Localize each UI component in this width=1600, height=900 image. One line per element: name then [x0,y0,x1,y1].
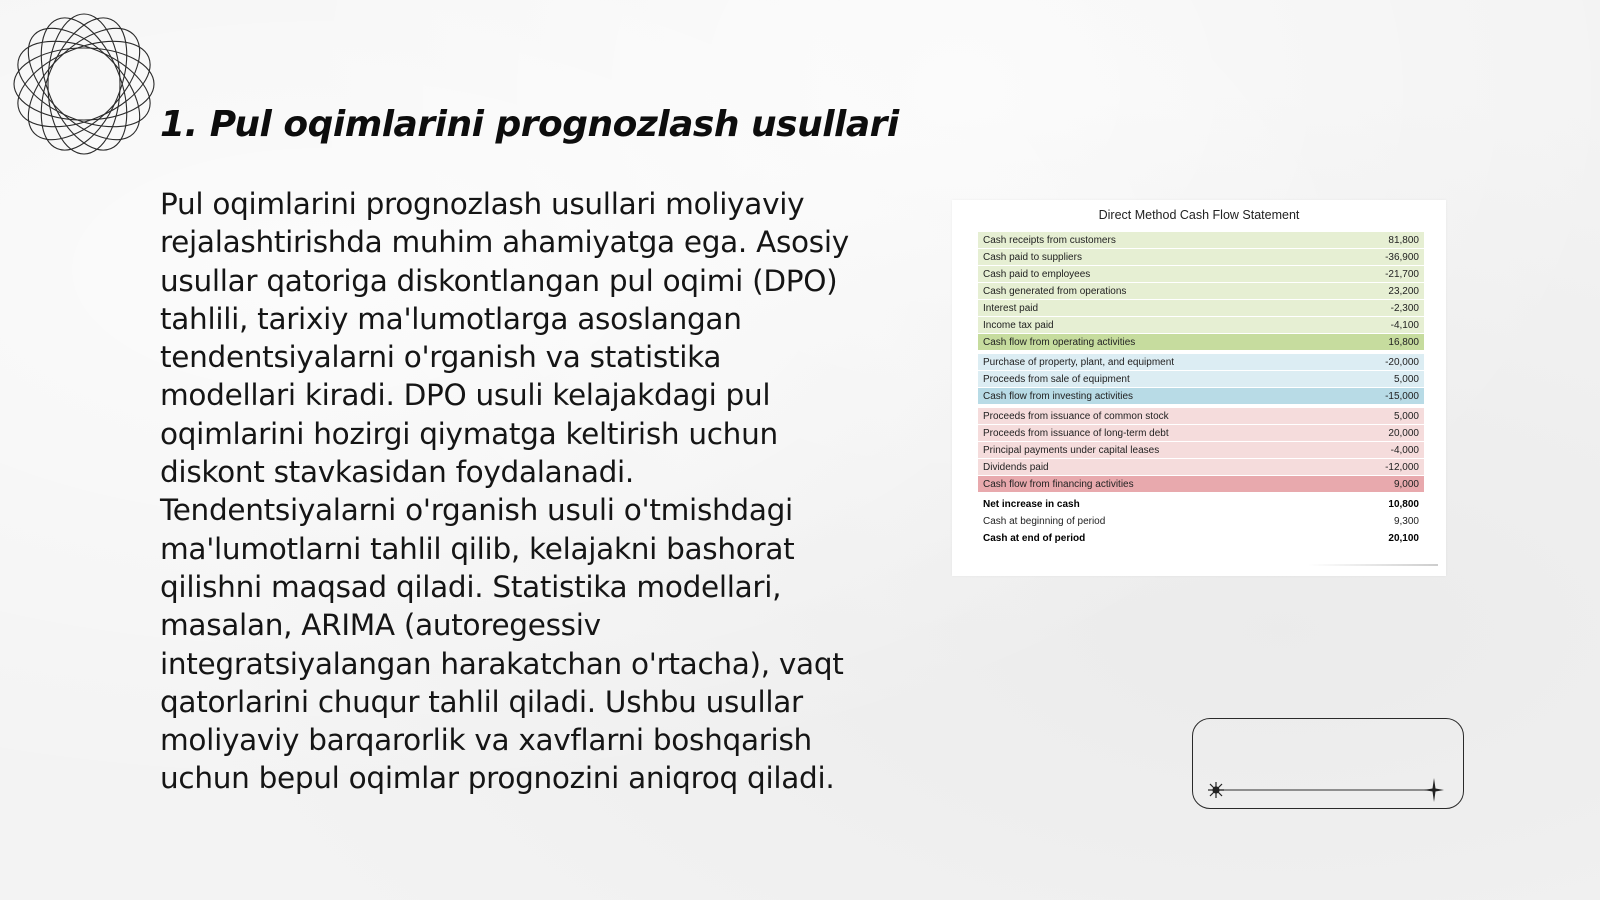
statement-row-value: 16,800 [1388,336,1419,348]
statement-watermark [1308,564,1438,566]
statement-row [978,317,1424,333]
sun-burst-icon [1208,782,1224,798]
statement-row-value: -2,300 [1390,302,1419,314]
statement-row-label: Purchase of property, plant, and equipment [983,356,1175,368]
cash-flow-statement-image [952,200,1446,576]
statement-row-label: Cash paid to suppliers [983,251,1082,263]
statement-row-value: -12,000 [1385,461,1419,473]
statement-row-value: -4,100 [1390,319,1419,331]
sparkle-star-icon [1424,778,1444,802]
slide-title: 1. Pul oqimlarini prognozlash usullari [160,104,899,145]
statement-row-value: -20,000 [1385,356,1419,368]
ornament-ellipse [24,10,144,158]
statement-row-label: Cash flow from operating activities [983,336,1136,348]
statement-row-value: 81,800 [1388,234,1419,246]
statement-row [978,334,1424,350]
statement-row-value: 23,200 [1388,285,1419,297]
statement-row-label: Proceeds from issuance of long-term debt [983,427,1169,439]
body-paragraph: Pul oqimlarini prognozlash usullari moliyaviy rejalashtirishda muhim ahamiyatga ega. Asosiy usullar qatoriga diskontlangan pul oqimi (DPO) tahlili, tarixiy ma'lumotlarga asoslangan tendentsiyalarni o'rganish va statistika modellari kiradi. DPO usuli kelajakdagi pul oqimlarini hozirgi qiymatga keltirish uchun diskont stavkasidan foydalanadi. Tendentsiyalarni o'rganish usuli o'tmishdagi ma'lumotlarni tahlil qilib, kelajakni bashorat qilishni maqsad qiladi. Statistika modellari, masalan, ARIMA (autoregessiv integratsiyalangan harakatchan o'rtacha), vaqt qatorlarini chuqur tahlil qiladi. Ushbu usullar moliyaviy barqarorlik va xavflarni boshqarish uchun bepul oqimlar prognozini aniqroq qiladi. [160,187,849,796]
statement-row [978,496,1424,512]
statement-row-label: Cash flow from investing activities [983,390,1134,402]
statement-row-label: Proceeds from issuance of common stock [983,410,1169,422]
statement-row [978,232,1424,248]
ornament-ellipse [10,24,158,144]
statement-row [978,530,1424,546]
ornament-ellipse [10,10,158,158]
statement-row [978,371,1424,387]
ornament-ellipse [14,48,154,120]
statement-row [978,388,1424,404]
statement-row-value: 20,000 [1388,427,1419,439]
ornament-ellipse [48,14,120,154]
statement-row-value: 9,000 [1393,478,1419,490]
statement-row-label: Cash at beginning of period [983,515,1106,527]
statement-row-value: -36,900 [1385,251,1419,263]
statement-row-label: Income tax paid [983,319,1054,331]
statement-row-label: Cash receipts from customers [983,234,1116,246]
ornament-ellipse [24,10,144,158]
statement-row-label: Cash at end of period [983,532,1086,544]
ornament-ellipse [10,24,158,144]
statement-row-label: Net increase in cash [983,498,1080,510]
ornament-ellipse [10,10,158,158]
statement-row-value: -15,000 [1385,390,1419,402]
statement-row [978,283,1424,299]
statement-row-label: Cash paid to employees [983,268,1091,280]
statement-row-value: 20,100 [1388,532,1419,544]
statement-row [978,266,1424,282]
statement-row-value: -21,700 [1385,268,1419,280]
statement-row [978,408,1424,424]
timeline-line [1200,775,1452,805]
statement-row-label: Dividends paid [983,461,1049,473]
statement-row-label: Interest paid [983,302,1039,314]
statement-row [978,459,1424,475]
statement-title: Direct Method Cash Flow Statement [1098,208,1300,222]
statement-row-value: 10,800 [1388,498,1419,510]
interlocking-circles-ornament [10,10,158,158]
statement-row-label: Cash generated from operations [983,285,1127,297]
statement-row [978,249,1424,265]
statement-row-value: 5,000 [1393,373,1419,385]
statement-row [978,476,1424,492]
statement-row [978,354,1424,370]
statement-row-value: 9,300 [1393,515,1419,527]
statement-row [978,300,1424,316]
statement-row [978,442,1424,458]
statement-row [978,425,1424,441]
statement-row [978,513,1424,529]
statement-row-label: Principal payments under capital leases [983,444,1160,456]
statement-row-value: 5,000 [1393,410,1419,422]
statement-row-label: Cash flow from financing activities [983,478,1134,490]
statement-row-value: -4,000 [1390,444,1419,456]
statement-row-label: Proceeds from sale of equipment [983,373,1130,385]
